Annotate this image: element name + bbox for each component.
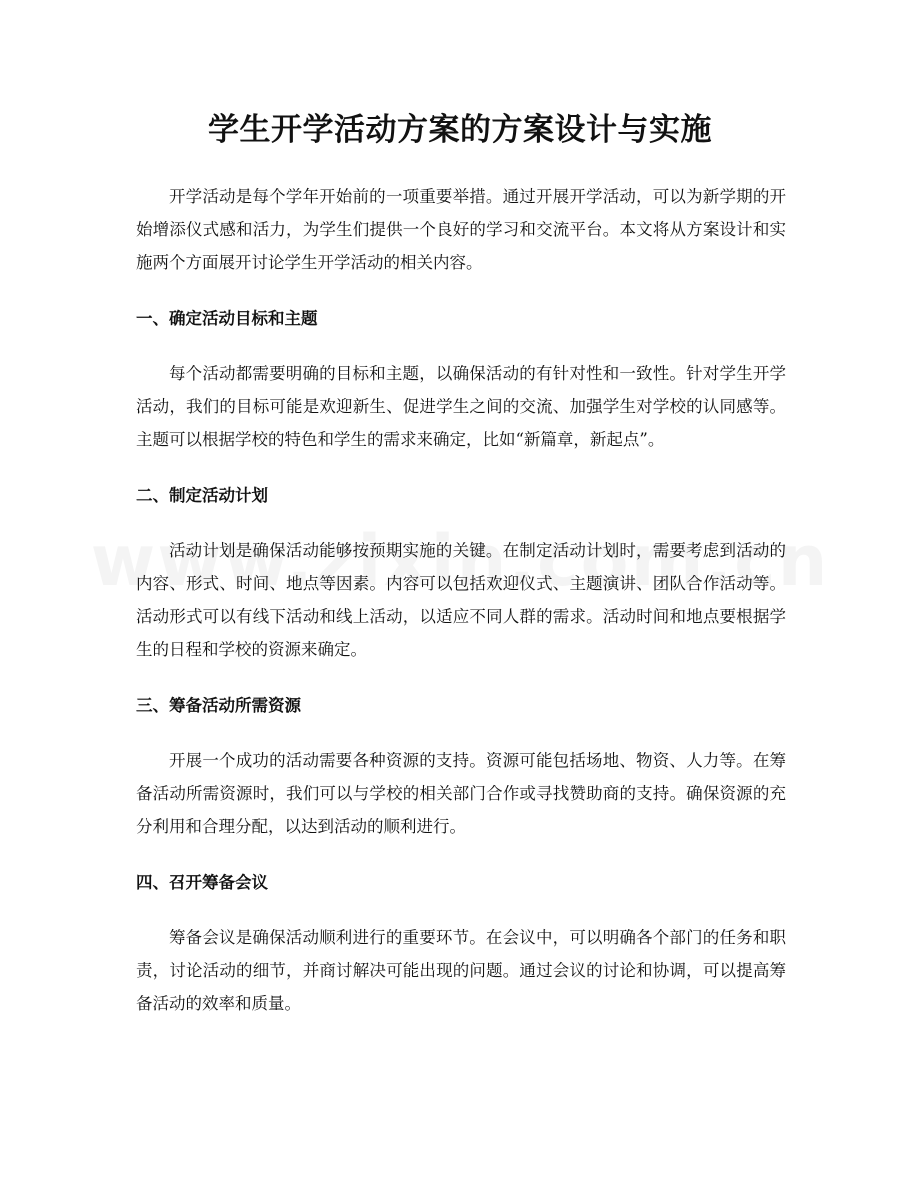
- section-heading-3: 三、筹备活动所需资源: [136, 696, 301, 715]
- section-body-2: 活动计划是确保活动能够按预期实施的关键。在制定活动计划时，需要考虑到活动的内容、形式、时间、地点等因素。内容可以包括欢迎仪式、主题演讲、团队合作活动等。活动形式可以有线下活动和线上活动，以适应不同人群的需求。活动时间和地点要根据学生的日程和学校的资源来确定。: [136, 541, 786, 659]
- section-body-4: 筹备会议是确保活动顺利进行的重要环节。在会议中，可以明确各个部门的任务和职责，讨论活动的细节，并商讨解决可能出现的问题。通过会议的讨论和协调，可以提高筹备活动的效率和质量。: [136, 928, 786, 1013]
- document-body: [136, 180, 786, 1043]
- intro-paragraph: 开学活动是每个学年开始前的一项重要举措。通过开展开学活动，可以为新学期的开始增添仪式感和活力，为学生们提供一个良好的学习和交流平台。本文将从方案设计和实施两个方面展开讨论学生开学活动的相关内容。: [136, 187, 786, 272]
- section-heading-4: 四、召开筹备会议: [136, 873, 268, 892]
- document-title: 学生开学活动方案的方案设计与实施: [208, 112, 712, 148]
- section-body-1: 每个活动都需要明确的目标和主题，以确保活动的有针对性和一致性。针对学生开学活动，我们的目标可能是欢迎新生、促进学生之间的交流、加强学生对学校的认同感等。主题可以根据学校的特色和学生的需求来确定，比如“新篇章，新起点”。: [136, 364, 786, 449]
- section-heading-2: 二、制定活动计划: [136, 486, 268, 505]
- section-heading-1: 一、确定活动目标和主题: [136, 309, 318, 328]
- section-body-3: 开展一个成功的活动需要各种资源的支持。资源可能包括场地、物资、人力等。在筹备活动所需资源时，我们可以与学校的相关部门合作或寻找赞助商的支持。确保资源的充分利用和合理分配，以达到活动的顺利进行。: [136, 751, 786, 836]
